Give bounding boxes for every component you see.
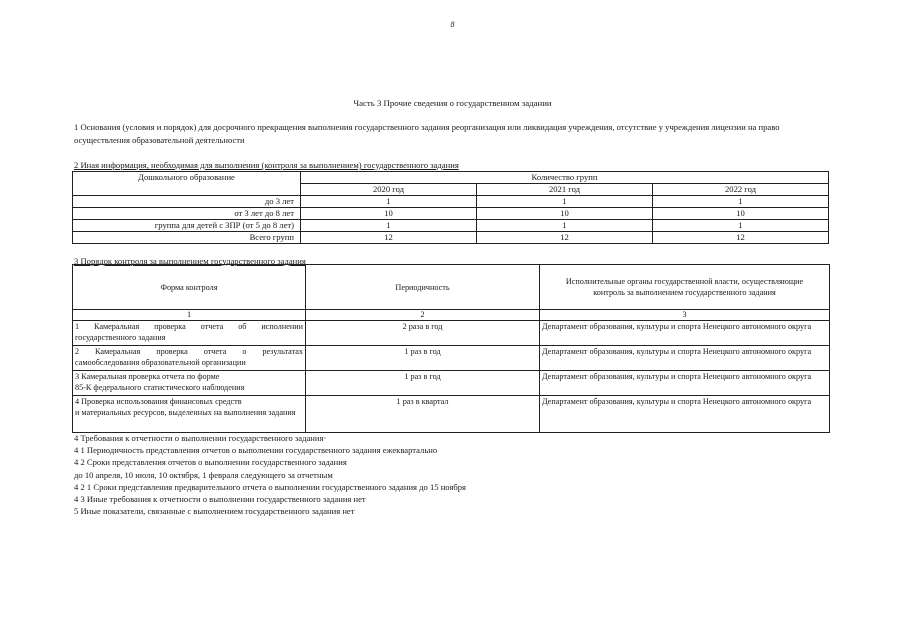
column-number: 2 bbox=[306, 310, 540, 321]
list-item: 4 Требования к отчетности о выполнении государственного задания· bbox=[74, 433, 327, 443]
table-row bbox=[73, 232, 829, 244]
control-form bbox=[73, 396, 306, 433]
control-organ: Департамент образования, культуры и спорта Ненецкого автономного округа bbox=[540, 396, 830, 433]
row-label: Всего групп bbox=[73, 232, 301, 244]
list-item: 4 2 Сроки представления отчетов о выполнении государственного задания bbox=[74, 457, 347, 468]
table-header-groups: Количество групп bbox=[301, 172, 829, 184]
periodicity: 1 раз в квартал bbox=[306, 396, 540, 433]
cell-value: 1 bbox=[477, 220, 653, 232]
control-organ: Департамент образования, культуры и спорта Ненецкого автономного округа bbox=[540, 371, 830, 396]
header-organ: Исполнительные органы государственной власти, осуществляющие контроль за выполнением государственного задания bbox=[540, 265, 830, 310]
cell-value: 10 bbox=[477, 208, 653, 220]
table-row bbox=[73, 196, 829, 208]
header-form: Форма контроля bbox=[73, 265, 306, 310]
cell-value: 1 bbox=[301, 220, 477, 232]
row-label: до 3 лет bbox=[73, 196, 301, 208]
control-form-line: самообследования образовательной организации bbox=[75, 358, 246, 367]
year-header: 2020 год bbox=[301, 184, 477, 196]
table-row bbox=[73, 220, 829, 232]
control-form-line: и материальных ресурсов, выделенных на выполнения задания bbox=[75, 408, 296, 417]
page-number: 8 bbox=[450, 20, 455, 29]
header-period: Периодичность bbox=[306, 265, 540, 310]
table-row bbox=[73, 396, 830, 433]
row-label: группа для детей с ЗПР (от 5 до 8 лет) bbox=[73, 220, 301, 232]
list-item: 4 3 Иные требования к отчетности о выполнении государственного задания нет bbox=[74, 494, 366, 505]
section-1-text: 1 Основания (условия и порядок) для досрочного прекращения выполнения государственного задания реорганизация или ликвидация учреждения, отсутствие у учреждения лицензии на право осуществления образовательной деятельности bbox=[74, 122, 780, 145]
control-form-line: 1 Камеральная проверка отчета об исполнении bbox=[75, 322, 303, 331]
year-header: 2021 год bbox=[477, 184, 653, 196]
part-title: Часть 3 Прочие сведения о государственном задании bbox=[353, 98, 552, 108]
cell-value: 1 bbox=[653, 196, 829, 208]
periodicity: 1 раз в год bbox=[306, 346, 540, 371]
control-organ: Департамент образования, культуры и спорта Ненецкого автономного округа bbox=[540, 321, 830, 346]
periodicity: 2 раза в год bbox=[306, 321, 540, 346]
cell-value: 10 bbox=[653, 208, 829, 220]
section-2-heading: 2 Иная информация, необходимая для выполнения (контроля за выполнением) государственного задания bbox=[74, 160, 459, 170]
cell-value: 1 bbox=[477, 196, 653, 208]
table-header-label: Дошкольного образование bbox=[73, 172, 301, 196]
control-form bbox=[73, 321, 306, 346]
control-form-line: 85-К федерального статистического наблюдения bbox=[75, 383, 245, 392]
section-3-heading: 3 Порядок контроля за выполнением государственного задания bbox=[74, 256, 306, 266]
control-form-line: 3 Камеральная проверка отчета по форме bbox=[75, 372, 220, 381]
control-form bbox=[73, 346, 306, 371]
groups-table bbox=[72, 171, 829, 244]
list-item: до 10 апреля, 10 июля, 10 октября, 1 февраля следующего за отчетным bbox=[74, 469, 333, 480]
control-form-line: 2 Камеральная проверка отчета о результатах bbox=[75, 347, 303, 356]
row-label: от 3 лет до 8 лет bbox=[73, 208, 301, 220]
year-header: 2022 год bbox=[653, 184, 829, 196]
table-row bbox=[73, 321, 830, 346]
list-item: 4 2 1 Сроки представления предварительного отчета о выполнении государственного задания до 15 ноября bbox=[74, 481, 467, 492]
table-row bbox=[73, 208, 829, 220]
cell-value: 10 bbox=[301, 208, 477, 220]
control-form-line: 4 Проверка использования финансовых средств bbox=[75, 397, 242, 406]
cell-value: 1 bbox=[301, 196, 477, 208]
control-table bbox=[72, 264, 830, 433]
list-item: 5 Иные показатели, связанные с выполнением государственного задания нет bbox=[74, 506, 355, 517]
list-item: 4 1 Периодичность представления отчетов о выполнении государственного задания ежеквартально bbox=[74, 445, 438, 456]
cell-value: 1 bbox=[653, 220, 829, 232]
cell-value: 12 bbox=[653, 232, 829, 244]
control-form-line: государственного задания bbox=[75, 333, 166, 342]
cell-value: 12 bbox=[477, 232, 653, 244]
control-form bbox=[73, 371, 306, 396]
column-number: 1 bbox=[73, 310, 306, 321]
control-organ: Департамент образования, культуры и спорта Ненецкого автономного округа bbox=[540, 346, 830, 371]
column-number: 3 bbox=[540, 310, 830, 321]
section-4-list bbox=[74, 432, 466, 517]
cell-value: 12 bbox=[301, 232, 477, 244]
table-row bbox=[73, 346, 830, 371]
table-row bbox=[73, 371, 830, 396]
periodicity: 1 раз в год bbox=[306, 371, 540, 396]
